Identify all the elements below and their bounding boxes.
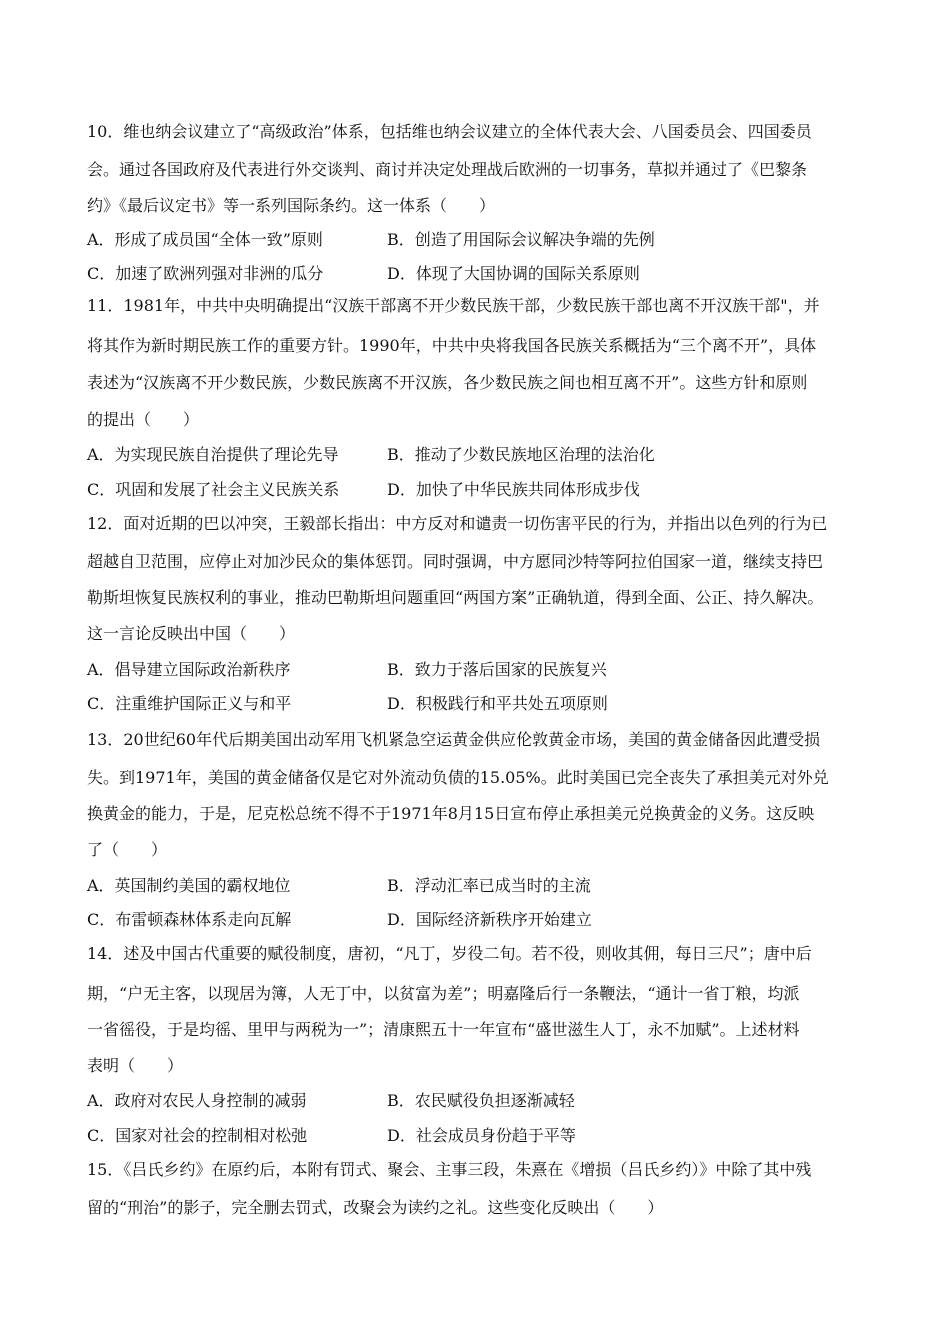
q12-option-a[interactable]: A．倡导建立国际政治新秩序 [87,660,291,679]
q12-stem-line-4: 这一言论反映出中国（ ） [87,624,296,643]
q10-option-a[interactable]: A．形成了成员国“全体一致”原则 [87,230,323,249]
q10-stem-line-3: 约》《最后议定书》等一系列国际条约。这一体系（ ） [87,196,496,215]
q15-stem-line-1: 15．《吕氏乡约》在原约后，本附有罚式、聚会、主事三段，朱熹在《增损（吕氏乡约）》中除了其中残 [87,1160,812,1179]
q13-option-d[interactable]: D．国际经济新秩序开始建立 [387,910,592,929]
q13-option-b[interactable]: B．浮动汇率已成当时的主流 [387,876,591,895]
q13-stem-line-2: 失。到1971年，美国的黄金储备仅是它对外流动负债的15.05%。此时美国已完全丧失了承担美元对外兑 [87,768,829,787]
q13-option-c[interactable]: C．布雷顿森林体系走向瓦解 [87,910,292,929]
q14-option-d[interactable]: D．社会成员身份趋于平等 [387,1126,576,1145]
q14-option-b[interactable]: B．农民赋役负担逐渐减轻 [387,1091,575,1110]
q10-option-c[interactable]: C．加速了欧洲列强对非洲的瓜分 [87,264,324,283]
q14-stem-line-3: 一省徭役，于是均徭、里甲与两税为一”；清康熙五十一年宣布“盛世滋生人丁，永不加赋”。上述材料 [87,1020,800,1039]
q12-stem-line-2: 超越自卫范围，应停止对加沙民众的集体惩罚。同时强调，中方愿同沙特等阿拉伯国家一道，继续支持巴 [87,552,824,571]
q15-stem-line-2: 留的“刑治”的影子，完全删去罚式，改聚会为读约之礼。这些变化反映出（ ） [87,1198,664,1217]
q14-option-c[interactable]: C．国家对社会的控制相对松弛 [87,1126,308,1145]
q11-stem-line-3: 表述为“汉族离不开少数民族，少数民族离不开汉族，各少数民族之间也相互离不开”。这些方针和原则 [87,373,808,392]
q12-option-b[interactable]: B．致力于落后国家的民族复兴 [387,660,607,679]
q12-stem-line-1: 12．面对近期的巴以冲突，王毅部长指出：中方反对和谴责一切伤害平民的行为，并指出以色列的行为已 [87,514,828,533]
q14-stem-line-2: 期，“户无主客，以现居为簿，人无丁中，以贫富为差”；明嘉隆后行一条鞭法，“通计一省丁粮，均派 [87,984,800,1003]
q11-stem-line-1: 11．1981年，中共中央明确提出“汉族干部离不开少数民族干部，少数民族干部也离不开汉族干部"，并 [87,296,820,315]
q14-stem-line-4: 表明（ ） [87,1056,184,1075]
q11-option-d[interactable]: D．加快了中华民族共同体形成步伐 [387,480,640,499]
q10-stem-line-1: 10．维也纳会议建立了“高级政治”体系，包括维也纳会议建立的全体代表大会、八国委员会、四国委员 [87,122,812,141]
q13-option-a[interactable]: A．英国制约美国的霸权地位 [87,876,291,895]
q11-option-c[interactable]: C．巩固和发展了社会主义民族关系 [87,480,340,499]
q14-stem-line-1: 14．述及中国古代重要的赋役制度，唐初，“凡丁，岁役二旬。若不役，则收其佣，每日三尺”；唐中后 [87,944,812,963]
q10-option-d[interactable]: D．体现了大国协调的国际关系原则 [387,264,640,283]
q11-stem-line-4: 的提出（ ） [87,410,200,429]
q10-option-b[interactable]: B．创造了用国际会议解决争端的先例 [387,230,655,249]
q11-option-b[interactable]: B．推动了少数民族地区治理的法治化 [387,445,655,464]
q12-option-d[interactable]: D．积极践行和平共处五项原则 [387,694,608,713]
q12-option-c[interactable]: C．注重维护国际正义与和平 [87,694,292,713]
q12-stem-line-3: 勒斯坦恢复民族权利的事业，推动巴勒斯坦问题重回“两国方案”正确轨道，得到全面、公正、持久解决。 [87,588,824,607]
q13-stem-line-4: 了（ ） [87,840,168,859]
q11-stem-line-2: 将其作为新时期民族工作的重要方针。1990年，中共中央将我国各民族关系概括为“三个离不开”，具体 [87,336,817,355]
q10-stem-line-2: 会。通过各国政府及代表进行外交谈判、商讨并决定处理战后欧洲的一切事务，草拟并通过了《巴黎条 [87,160,808,179]
q11-option-a[interactable]: A．为实现民族自治提供了理论先导 [87,445,339,464]
q13-stem-line-3: 换黄金的能力，于是，尼克松总统不得不于1971年8月15日宣布停止承担美元兑换黄金的义务。这反映 [87,804,815,823]
q13-stem-line-1: 13．20世纪60年代后期美国出动军用飞机紧急空运黄金供应伦敦黄金市场，美国的黄金储备因此遭受损 [87,730,821,749]
q14-option-a[interactable]: A．政府对农民人身控制的减弱 [87,1091,307,1110]
